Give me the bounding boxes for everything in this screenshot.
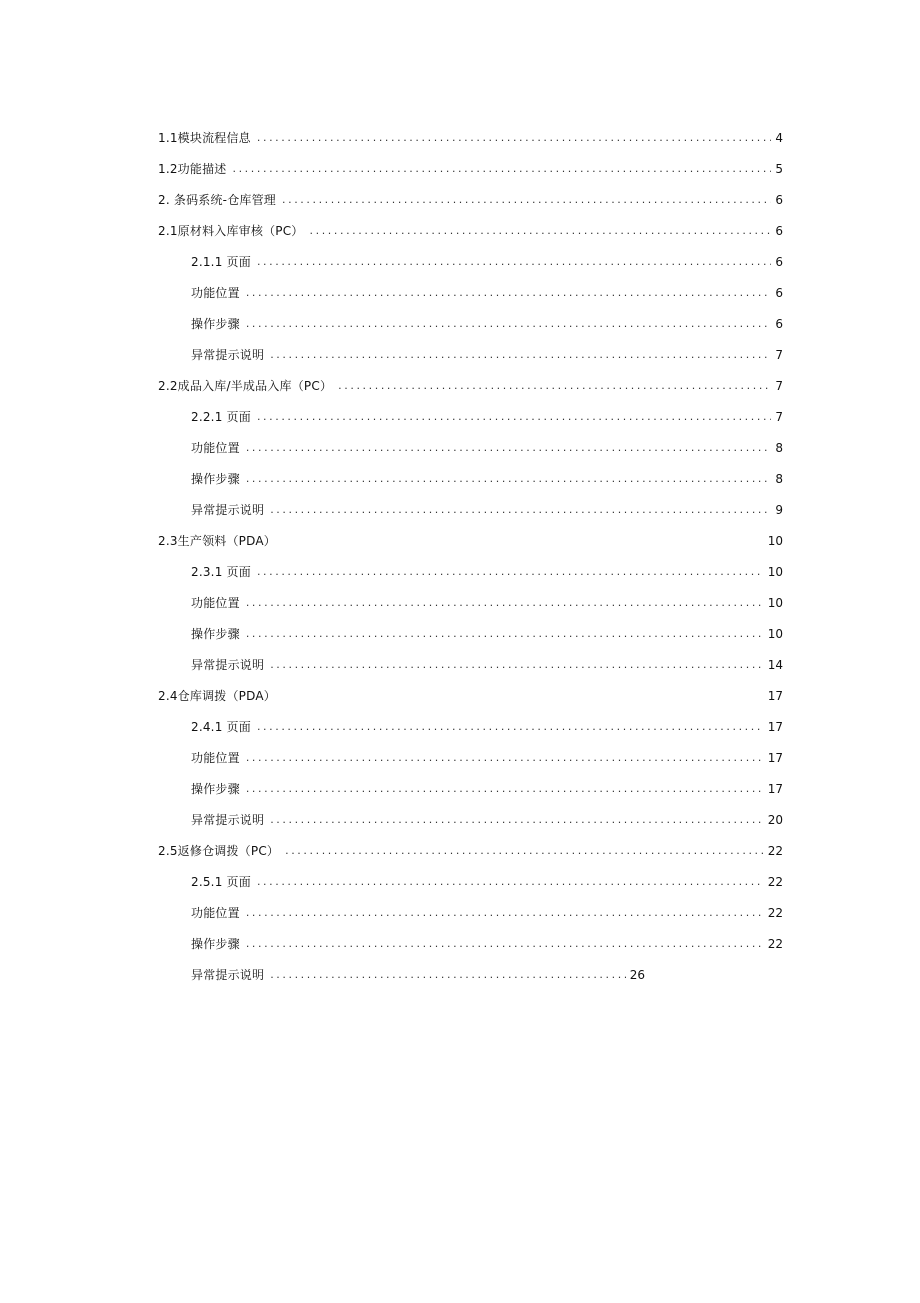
dot-leader xyxy=(257,252,771,272)
toc-entry-title: 功能位置 xyxy=(191,441,240,455)
toc-entry[interactable] xyxy=(158,221,783,241)
toc-page-number: 6 xyxy=(775,286,783,300)
toc-page-number: 4 xyxy=(775,131,783,145)
toc-entry-title: 2.4.1 页面 xyxy=(191,720,251,734)
toc-entry-title: 2.2.1 页面 xyxy=(191,410,251,424)
dot-leader xyxy=(246,438,772,458)
dot-leader xyxy=(285,841,764,861)
dot-leader xyxy=(232,159,771,179)
toc-page-number: 7 xyxy=(775,379,783,393)
dot-leader xyxy=(282,190,771,210)
dot-leader xyxy=(257,872,764,892)
toc-entry-title: 1.2功能描述 xyxy=(158,162,227,176)
toc-entry-title: 操作步骤 xyxy=(191,317,240,331)
dot-leader xyxy=(257,562,764,582)
toc-page-number: 5 xyxy=(775,162,783,176)
dot-leader xyxy=(246,779,764,799)
dot-leader xyxy=(257,407,771,427)
dot-leader xyxy=(246,283,772,303)
toc-page-number: 9 xyxy=(775,503,783,517)
dot-leader xyxy=(270,965,626,985)
toc-entry-title: 功能位置 xyxy=(191,286,240,300)
toc-entry-title: 2.2成品入库/半成品入库（PC） xyxy=(158,379,333,393)
dot-leader xyxy=(270,655,764,675)
toc-page-number: 7 xyxy=(775,348,783,362)
toc-page-number: 17 xyxy=(767,782,783,796)
toc-entry-title: 异常提示说明 xyxy=(191,813,265,827)
toc-entry-title: 操作步骤 xyxy=(191,782,240,796)
toc-entry-title: 1.1模块流程信息 xyxy=(158,131,251,145)
toc-entry[interactable] xyxy=(191,655,783,675)
toc-entry-title: 异常提示说明 xyxy=(191,503,265,517)
toc-entry-title: 操作步骤 xyxy=(191,627,240,641)
toc-entry-title: 2.1原材料入库审核（PC） xyxy=(158,224,304,238)
dot-leader xyxy=(246,314,772,334)
toc-entry-title: 功能位置 xyxy=(191,906,240,920)
toc-entry[interactable] xyxy=(191,407,783,427)
toc-entry[interactable] xyxy=(191,500,783,520)
toc-entry-title: 功能位置 xyxy=(191,751,240,765)
toc-entry[interactable] xyxy=(191,903,783,923)
toc-entry-title: 2.5返修仓调拨（PC） xyxy=(158,844,280,858)
toc-entry-title: 2.3.1 页面 xyxy=(191,565,251,579)
toc-entry[interactable] xyxy=(158,531,783,551)
toc-page-number: 17 xyxy=(767,751,783,765)
toc-entry[interactable] xyxy=(158,159,783,179)
toc-entry[interactable] xyxy=(158,376,783,396)
toc-page-number: 22 xyxy=(767,844,783,858)
dot-leader xyxy=(310,221,772,241)
toc-page-number: 14 xyxy=(767,658,783,672)
toc-page-number: 6 xyxy=(775,255,783,269)
toc-entry[interactable] xyxy=(191,872,783,892)
dot-leader xyxy=(338,376,771,396)
toc-entry[interactable] xyxy=(191,717,783,737)
toc-entry-title: 异常提示说明 xyxy=(191,658,265,672)
toc-entry[interactable] xyxy=(191,779,783,799)
toc-page-number: 22 xyxy=(767,906,783,920)
toc-entry[interactable] xyxy=(191,345,783,365)
toc-entry[interactable] xyxy=(191,283,783,303)
toc-entry[interactable] xyxy=(158,128,783,148)
toc-entry-title: 功能位置 xyxy=(191,596,240,610)
toc-entry[interactable] xyxy=(191,624,783,644)
toc-entry[interactable] xyxy=(191,252,783,272)
toc-page-number: 22 xyxy=(767,937,783,951)
toc-page-number: 26 xyxy=(629,968,645,982)
toc-page-number: 10 xyxy=(767,534,783,548)
toc-entry-title: 2.5.1 页面 xyxy=(191,875,251,889)
toc-page-number: 10 xyxy=(767,627,783,641)
dot-leader xyxy=(257,717,764,737)
toc-page-number: 6 xyxy=(775,224,783,238)
dot-leader xyxy=(257,128,771,148)
toc-entry[interactable] xyxy=(191,593,783,613)
toc-entry-title: 2.3生产领料（PDA） xyxy=(158,534,276,548)
toc-page-number: 20 xyxy=(767,813,783,827)
toc-entry[interactable] xyxy=(191,965,645,985)
dot-leader xyxy=(270,345,771,365)
toc-page-number: 10 xyxy=(767,596,783,610)
toc-page-number: 8 xyxy=(775,441,783,455)
dot-leader xyxy=(246,469,772,489)
toc-entry-title: 2.1.1 页面 xyxy=(191,255,251,269)
toc-entry[interactable] xyxy=(158,841,783,861)
toc-page-number: 8 xyxy=(775,472,783,486)
toc-entry-title: 2.4仓库调拨（PDA） xyxy=(158,689,276,703)
dot-leader xyxy=(270,500,771,520)
toc-entry-title: 异常提示说明 xyxy=(191,968,265,982)
toc-page-number: 17 xyxy=(767,689,783,703)
toc-entry[interactable] xyxy=(191,810,783,830)
dot-leader xyxy=(246,624,764,644)
toc-entry[interactable] xyxy=(191,438,783,458)
toc-entry-title: 操作步骤 xyxy=(191,472,240,486)
toc-entry[interactable] xyxy=(158,190,783,210)
toc-entry[interactable] xyxy=(191,748,783,768)
toc-page-number: 10 xyxy=(767,565,783,579)
toc-page-number: 22 xyxy=(767,875,783,889)
toc-entry-title: 操作步骤 xyxy=(191,937,240,951)
dot-leader xyxy=(270,810,764,830)
toc-entry[interactable] xyxy=(191,314,783,334)
toc-page-number: 6 xyxy=(775,317,783,331)
dot-leader xyxy=(246,903,764,923)
toc-entry-title: 异常提示说明 xyxy=(191,348,265,362)
toc-entry[interactable] xyxy=(191,469,783,489)
toc-entry[interactable] xyxy=(191,934,783,954)
toc-entry-title: 2. 条码系统-仓库管理 xyxy=(158,193,276,207)
dot-leader xyxy=(246,593,764,613)
toc-entry[interactable] xyxy=(158,686,783,706)
toc-page-number: 6 xyxy=(775,193,783,207)
toc-entry[interactable] xyxy=(191,562,783,582)
toc-page-number: 7 xyxy=(775,410,783,424)
dot-leader xyxy=(246,934,764,954)
toc-page-number: 17 xyxy=(767,720,783,734)
dot-leader xyxy=(246,748,764,768)
